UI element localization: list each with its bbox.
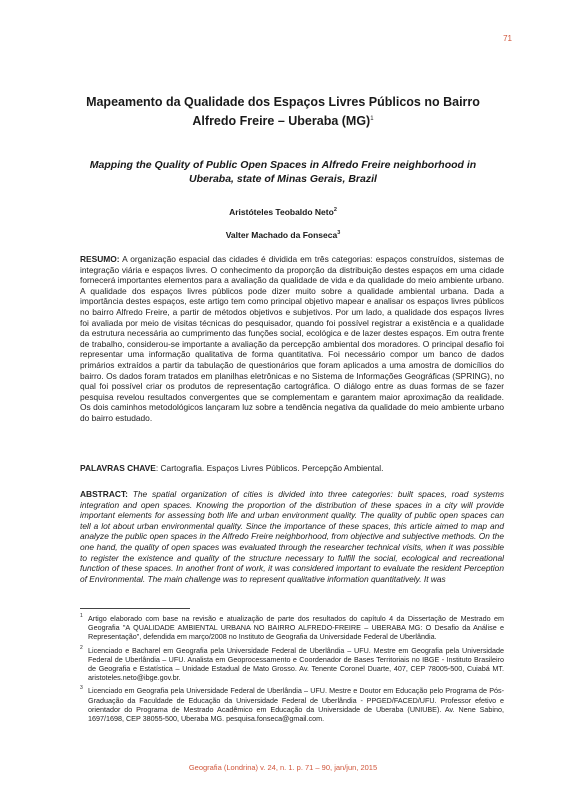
footnote-text: Artigo elaborado com base na revisão e atualização de parte dos resultados do capítulo 4 da Dissertação de Mestrado em Geografia "A QUALIDADE AMBIENTAL URBANA NO BAIRRO ALFREDO-FREIRE – UBERABA MG: O Desafio da Análise e Representação", defendida em março/2008 no Instituto de Geografia da Universidade Federal de Uberlândia. — [88, 614, 504, 642]
footnotes — [80, 614, 504, 727]
article-subtitle: Mapping the Quality of Public Open Spaces in Alfredo Freire neighborhood in Uberaba, state of Minas Gerais, Brazil — [89, 159, 477, 185]
title-footnote-mark: 1 — [370, 116, 374, 122]
author-name: Valter Machado da Fonseca — [225, 230, 338, 240]
title-text: Mapeamento da Qualidade dos Espaços Livres Públicos no Bairro Alfredo Freire – Uberaba (MG) — [86, 95, 480, 129]
keywords-paragraph — [80, 463, 504, 474]
author-footnote-mark: 2 — [333, 207, 337, 214]
keywords-text: : Cartografia. Espaços Livres Públicos. Percepção Ambiental. — [155, 463, 384, 473]
abstract-text: The spatial organization of cities is divided into three categories: built spaces, road systems integration and open spaces. Knowing the proportion of the distribution of these spaces in a city will provide important elements for assessing both life and urban environment quality. The quality of public open spaces can tell a lot about urban environmental quality. Since the importance of these spaces, this article aimed to map and analyze the public open spaces in the Alfredo Freire neighborhood, from objective and subjective methods. On the one hand, the quality of open spaces was evaluated through the researcher technical visits, when it was possible to register the existence and quality of the structure necessary to fulfill the social, ecological and recreational function of these spaces. In another front of work, it was considered important to evaluate the resident Perception of Environmental. The main challenge was to represent qualitative information quantitatively. It was — [80, 489, 505, 584]
footnote-text: Licenciado e Bacharel em Geografia pela Universidade Federal de Uberlândia – UFU. Mestre em Geografia pela Universidade Federal de Uberlândia – UFU. Analista em Geoprocessamento e Coordenador de Bases Territoriais no IBGE - Instituto Brasileiro de Geografia e Estatística – Unidade Estadual de Mato Grosso. Av. Tenente Coronel Duarte, 407, CEP 78005-500, Cuiabá MT. aristoteles.neto@ibge.gov.br. — [88, 645, 504, 683]
author-1 — [0, 207, 566, 217]
article-title — [70, 94, 496, 130]
footnote-2 — [80, 646, 504, 683]
abstract-label: ABSTRACT: — [80, 489, 128, 499]
footnote-mark: 1 — [80, 613, 83, 619]
footnote-mark: 2 — [80, 644, 83, 651]
abstract-paragraph — [80, 489, 504, 584]
footnote-rule — [80, 608, 190, 609]
keywords-label: PALAVRAS CHAVE — [80, 463, 156, 473]
resumo-paragraph — [80, 254, 504, 424]
author-2 — [0, 230, 566, 240]
footnote-mark: 3 — [80, 685, 83, 692]
footnote-3 — [80, 686, 504, 723]
page-number: 71 — [503, 34, 512, 43]
footnote-text: Licenciado em Geografia pela Universidade Federal de Uberlândia – UFU. Mestre e Doutor em Educação pelo Programa de Pós-Graduação da Faculdade de Educação da Universidade Federal de Uberlândia - PPGED/FACED/UFU. Professor efetivo e orientador do Programa de Mestrado Acadêmico em Educação da Universidade de Uberaba (UNIUBE). Av. Nene Sabino, 1697/1698, CEP 38055-500, Uberaba MG. pesquisa.fonseca@gmail.com. — [88, 686, 504, 724]
author-footnote-mark: 3 — [337, 230, 341, 237]
resumo-label: RESUMO: — [80, 254, 120, 264]
footnote-1 — [80, 614, 504, 642]
author-name: Aristóteles Teobaldo Neto — [229, 207, 334, 217]
resumo-text: A organização espacial das cidades é dividida em três categorias: espaços construídos, sistemas de integração viária e espaços livres. O conhecimento da proporção da distribuição destes espaços em uma cidade fornecerá importantes elementos para a avaliação da qualidade de vida e da qualidade do meio ambiente urbano. A qualidade dos espaços livres públicos pode dizer muito sobre a qualidade ambiental urbana. Dada a importância destes espaços, este artigo tem como principal objetivo mapear e analisar os espaços livres públicos no bairro Alfredo Freire, a partir de métodos objetivos e subjetivos. Por um lado, a qualidade dos espaços livres foi avaliada por meio de visitas técnicas do pesquisador, quando foi possível registrar a existência e a qualidade da estrutura necessária ao cumprimento das funções social, ecológica e de lazer destes espaços. Em outra frente de trabalho, considerou-se importante a avaliação da percepção ambiental dos moradores. O principal desafio foi representar uma informação qualitativa de forma quantitativa. Foi necessário compor um banco de dados primários extraídos a partir da tabulação de questionários que foram aplicados a uma amostra de domicílios do bairro. Os dados foram tratados em planilhas eletrônicas e no Sistema de Informações Geográficas (SPRING), no qual foi possível criar os produtos de representação cartográfica. O diálogo entre as duas formas de se fazer pesquisa revelou resultados convergentes que se complementam e garantem maior aproximação da realidade. Os dois caminhos metodológicos lançaram luz sobre a tendência negativa da qualidade do meio ambiente urbano do bairro estudado. — [80, 254, 504, 423]
journal-footer: Geografia (Londrina) v. 24, n. 1. p. 71 – 90, jan/jun, 2015 — [188, 763, 378, 772]
